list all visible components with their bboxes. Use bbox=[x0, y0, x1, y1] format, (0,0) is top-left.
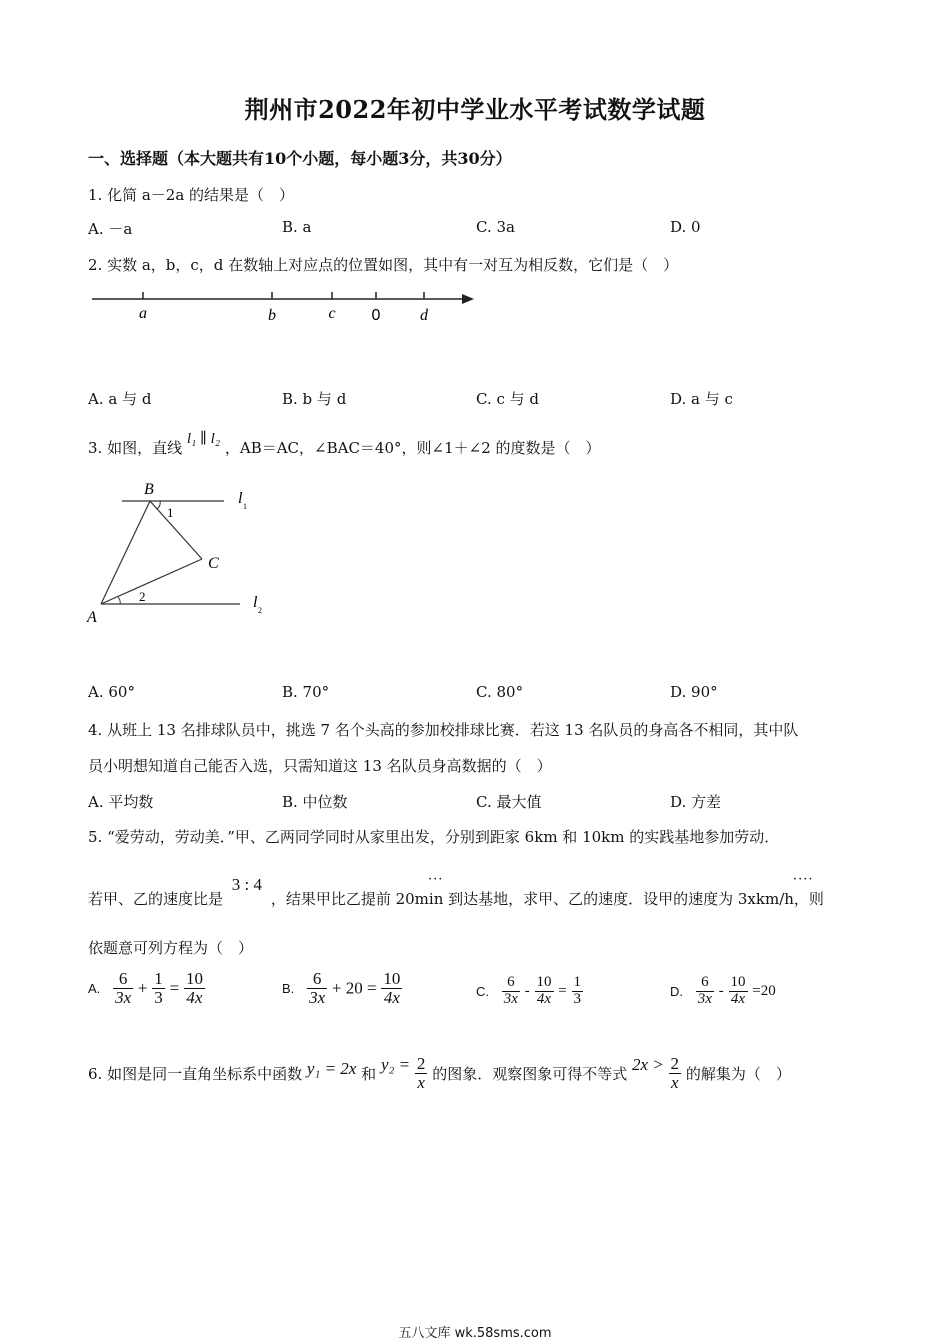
angle-1-arc bbox=[157, 501, 160, 509]
fraction: $\frac{6}{3x}$ bbox=[309, 969, 326, 1007]
fraction: $\frac{6}{3x}$ bbox=[115, 969, 132, 1007]
q5-option-a bbox=[88, 970, 205, 1007]
label-l2: l bbox=[253, 594, 258, 611]
q2-option-c: C. c 与 d bbox=[476, 390, 540, 408]
q4-option-d: D. 方差 bbox=[670, 793, 722, 811]
emphasis-dots-min: ··· bbox=[428, 872, 444, 887]
q3-stem-post: ，AB＝AC，∠BAC＝40°，则∠1＋∠2 的度数是（ ） bbox=[224, 439, 601, 457]
q4-option-a: A. 平均数 bbox=[88, 793, 154, 811]
label-0: 0 bbox=[371, 307, 381, 324]
question-6-stem bbox=[88, 1055, 791, 1092]
label-b: b bbox=[268, 307, 276, 324]
angle-2-arc bbox=[118, 597, 120, 604]
q6-pre: 6. 如图是同一直角坐标系中函数 bbox=[88, 1064, 303, 1083]
q3-parallel-lines: l₁ ∥ l₂ bbox=[186, 431, 221, 447]
fraction: $\frac{10}{4x}$ bbox=[185, 969, 203, 1007]
footer-watermark: 五八文库 wk.58sms.com bbox=[398, 1326, 552, 1341]
q5-option-b bbox=[282, 970, 402, 1007]
q5-option-d bbox=[670, 975, 776, 1008]
label-c: c bbox=[328, 305, 336, 322]
question-3-stem bbox=[88, 431, 601, 458]
q2-option-a: A. a 与 d bbox=[88, 390, 152, 408]
operator: - bbox=[718, 982, 724, 999]
q3-option-c: C. 80° bbox=[476, 683, 524, 701]
q5-option-d-label: D. bbox=[670, 983, 683, 999]
operator: = bbox=[169, 978, 180, 998]
q4-option-c: C. 最大值 bbox=[476, 793, 542, 811]
q2-option-b: B. b 与 d bbox=[282, 390, 347, 408]
operator: - bbox=[524, 982, 530, 999]
page-title: 荆州市2022年初中学业水平考试数学试题 bbox=[244, 95, 706, 124]
q5-option-b-label: B. bbox=[282, 980, 295, 996]
q6-mid: 的图象．观察图象可得不等式 bbox=[432, 1064, 628, 1083]
question-4-line-1: 4. 从班上 13 名排球队员中，挑选 7 名个头高的参加校排球比赛．若这 13 名队员的身高各不相同，其中队 bbox=[88, 721, 799, 739]
label-B: B bbox=[144, 481, 154, 498]
label-angle-2: 2 bbox=[139, 589, 146, 604]
operator: + 20 = bbox=[331, 978, 377, 998]
q3-option-b: B. 70° bbox=[282, 683, 330, 701]
q6-and: 和 bbox=[361, 1064, 377, 1083]
q5-line-2-start: 若甲、乙的速度比是 bbox=[88, 890, 224, 908]
section-heading: 一、选择题（本大题共有10个小题，每小题3分，共30分） bbox=[88, 149, 512, 168]
q4-option-b: B. 中位数 bbox=[282, 793, 348, 811]
operator: + bbox=[137, 978, 148, 998]
q2-option-d: D. a 与 c bbox=[670, 390, 733, 408]
label-a: a bbox=[139, 305, 147, 322]
label-angle-1: 1 bbox=[167, 505, 174, 520]
label-l2-sub: 2 bbox=[258, 606, 262, 615]
q6-inequality-fraction: $\frac{2}{x}$ bbox=[670, 1054, 680, 1092]
q5-option-c bbox=[476, 975, 583, 1008]
triangle-figure bbox=[84, 476, 284, 631]
q3-stem-pre: 3. 如图，直线 bbox=[88, 439, 183, 457]
fraction: $\frac{6}{3x}$ bbox=[503, 974, 518, 1007]
q6-function-2: y₂ = bbox=[380, 1055, 411, 1075]
fraction: $\frac{1}{3}$ bbox=[154, 969, 163, 1007]
side-bc bbox=[150, 501, 202, 559]
fraction: $\frac{10}{4x}$ bbox=[730, 974, 746, 1007]
q6-function-1: y₁ = 2x bbox=[306, 1059, 357, 1079]
side-ac bbox=[101, 559, 202, 604]
q6-inequality: 2x > bbox=[631, 1055, 664, 1075]
q3-option-a: A. 60° bbox=[88, 683, 135, 701]
number-line-figure bbox=[88, 285, 488, 330]
label-d: d bbox=[420, 307, 428, 324]
q1-option-a: A. －a bbox=[88, 220, 133, 238]
fraction: $\frac{1}{3}$ bbox=[573, 974, 582, 1007]
q1-option-b: B. a bbox=[282, 218, 312, 236]
fraction: $\frac{10}{4x}$ bbox=[383, 969, 401, 1007]
q5-option-a-label: A. bbox=[88, 980, 101, 996]
label-C: C bbox=[208, 555, 219, 572]
operator: =20 bbox=[752, 982, 776, 999]
q1-option-d: D. 0 bbox=[670, 218, 701, 236]
label-A: A bbox=[87, 609, 97, 626]
label-l1: l bbox=[238, 490, 243, 507]
emphasis-dots-kmh: ···· bbox=[793, 872, 814, 887]
operator: = bbox=[558, 982, 567, 999]
question-4-line-2: 员小明想知道自己能否入选，只需知道这 13 名队员身高数据的（ ） bbox=[88, 757, 552, 775]
question-5-line-3: 依题意可列方程为（ ） bbox=[88, 939, 254, 957]
q6-function-2-fraction: $\frac{2}{x}$ bbox=[416, 1054, 426, 1092]
number-line-arrow bbox=[462, 294, 474, 304]
q6-post: 的解集为（ ） bbox=[685, 1064, 791, 1083]
fraction: $\frac{10}{4x}$ bbox=[536, 974, 552, 1007]
fraction: $\frac{6}{3x}$ bbox=[697, 974, 712, 1007]
question-5-line-2 bbox=[88, 875, 824, 909]
question-5-line-1: 5. “爱劳动，劳动美．”甲、乙两同学同时从家里出发，分别到距家 6km 和 10km 的实践基地参加劳动． bbox=[88, 828, 780, 846]
q1-option-c: C. 3a bbox=[476, 218, 515, 236]
question-2-stem: 2. 实数 a，b，c，d 在数轴上对应点的位置如图，其中有一对互为相反数，它们是（ ） bbox=[88, 256, 679, 274]
question-1-stem: 1. 化简 a－2a 的结果是（ ） bbox=[88, 186, 295, 204]
q5-line-2-end: ，结果甲比乙提前 20min 到达基地，求甲、乙的速度．设甲的速度为 3xkm/h，则 bbox=[270, 890, 824, 908]
q5-option-c-label: C. bbox=[476, 983, 489, 999]
q3-option-d: D. 90° bbox=[670, 683, 718, 701]
q5-speed-ratio: 3 : 4 bbox=[231, 875, 263, 894]
label-l1-sub: 1 bbox=[243, 502, 247, 511]
